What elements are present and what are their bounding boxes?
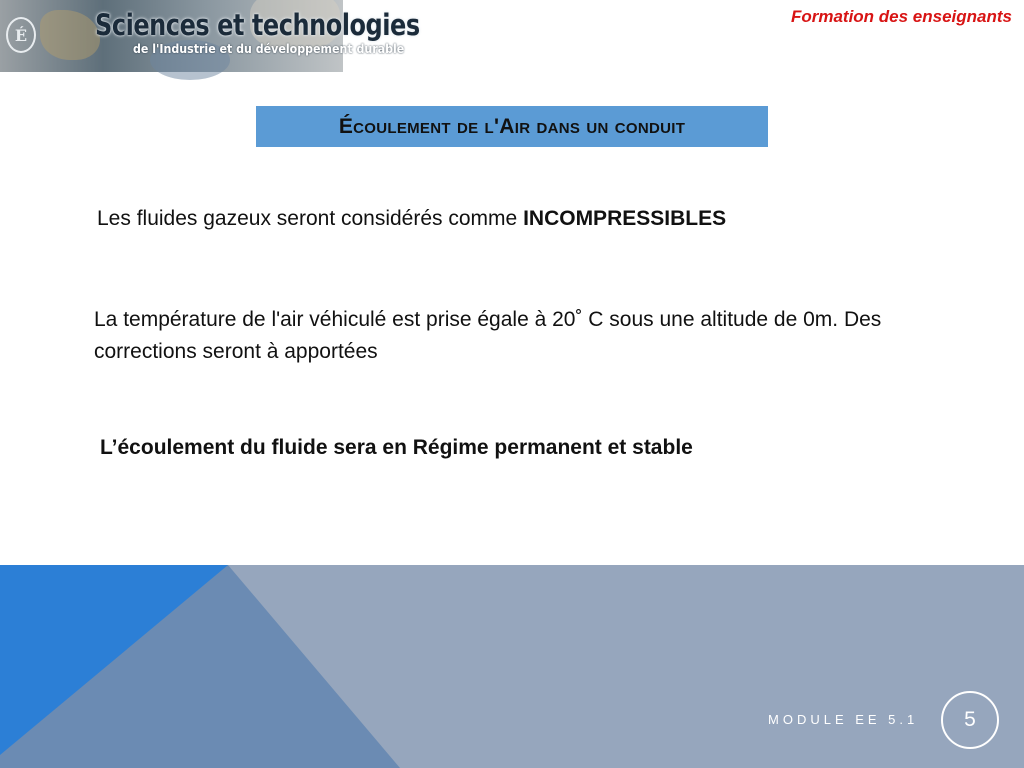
- banner-decoration: [40, 10, 100, 60]
- footer-band: [0, 565, 1024, 768]
- header-banner: [0, 0, 420, 72]
- slide-title: [256, 106, 768, 147]
- header-caption: Formation des enseignants: [790, 7, 1012, 26]
- paragraph-text: Les fluides gazeux seront considérés comme: [97, 207, 524, 230]
- footer-shapes: [0, 565, 1024, 768]
- page-number-badge: [941, 691, 999, 749]
- slide-title-text: Écoulement de l'Air dans un conduit: [338, 114, 686, 138]
- education-logo-icon: É: [6, 17, 36, 53]
- paragraph-temperature: La température de l'air véhiculé est prise égale à 20˚ C sous une altitude de 0m. Des corrections seront à apportées: [94, 308, 882, 363]
- banner-title: Sciences et technologies: [95, 8, 420, 42]
- paragraph-regime: L’écoulement du fluide sera en Régime permanent et stable: [100, 436, 693, 459]
- paragraph-incompressible: [97, 207, 726, 231]
- page-number: 5: [964, 708, 976, 731]
- banner-subtitle: de l'Industrie et du développement durable: [133, 42, 405, 56]
- module-label: MODULE EE 5.1: [768, 712, 919, 727]
- paragraph-emphasis: INCOMPRESSIBLES: [523, 207, 727, 230]
